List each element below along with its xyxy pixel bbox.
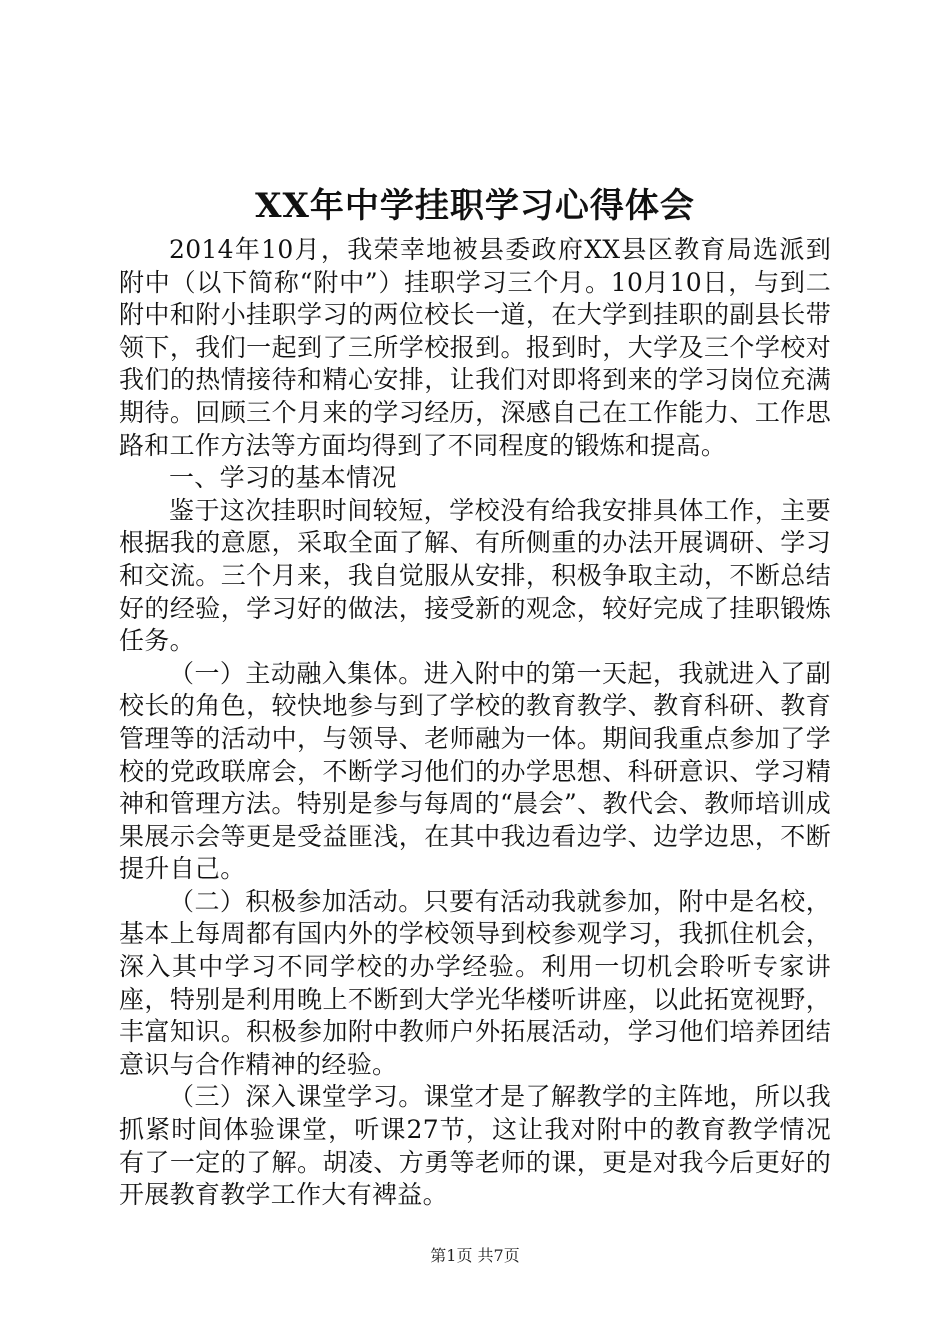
paragraph-intro: 2014年10月，我荣幸地被县委政府XX县区教育局选派到附中（以下简称“附中”）挂职学习三个月。10月10日，与到二附中和附小挂职学习的两位校长一道，在大学到挂职的副县长带领下，我们一起到了三所学校报到。报到时，大学及三个学校对我们的热情接待和精心安排，让我们对即将到来的学习岗位充满期待。回顾三个月来的学习经历，深感自己在工作能力、工作思路和工作方法等方面均得到了不同程度的锻炼和提高。 <box>119 235 831 460</box>
paragraph-overview: 鉴于这次挂职时间较短，学校没有给我安排具体工作，主要根据我的意愿，采取全面了解、有所侧重的办法开展调研、学习和交流。三个月来，我自觉服从安排，积极争取主动，不断总结好的经验，学习好的做法，接受新的观念，较好完成了挂职锻炼任务。 <box>119 495 831 656</box>
paragraph-item-1: （一）主动融入集体。进入附中的第一天起，我就进入了副校长的角色，较快地参与到了学校的教育教学、教育科研、教育管理等的活动中，与领导、老师融为一体。期间我重点参加了学校的党政联席会，不断学习他们的办学思想、科研意识、学习精神和管理方法。特别是参与每周的“晨会”、教代会、教师培训成果展示会等更是受益匪浅，在其中我边看边学、边学边思，不断提升自己。 <box>119 658 831 884</box>
document-body <box>119 234 831 1212</box>
section-heading-basic-situation: 一、学习的基本情况 <box>169 463 397 493</box>
paragraph-item-3: （三）深入课堂学习。课堂才是了解教学的主阵地，所以我抓紧时间体验课堂，听课27节，这让我对附中的教育教学情况有了一定的了解。胡凌、方勇等老师的课，更是对我今后更好的开展教育教学工作大有裨益。 <box>119 1082 831 1210</box>
paragraph-item-2: （二）积极参加活动。只要有活动我就参加，附中是名校，基本上每周都有国内外的学校领导到校参观学习，我抓住机会，深入其中学习不同学校的办学经验。利用一切机会聆听专家讲座，特别是利用晚上不断到大学光华楼听讲座，以此拓宽视野，丰富知识。积极参加附中教师户外拓展活动，学习他们培养团结意识与合作精神的经验。 <box>119 886 831 1079</box>
page-footer: 第1页 共7页 <box>430 1246 520 1265</box>
document-title: XX年中学挂职学习心得体会 <box>255 186 695 226</box>
